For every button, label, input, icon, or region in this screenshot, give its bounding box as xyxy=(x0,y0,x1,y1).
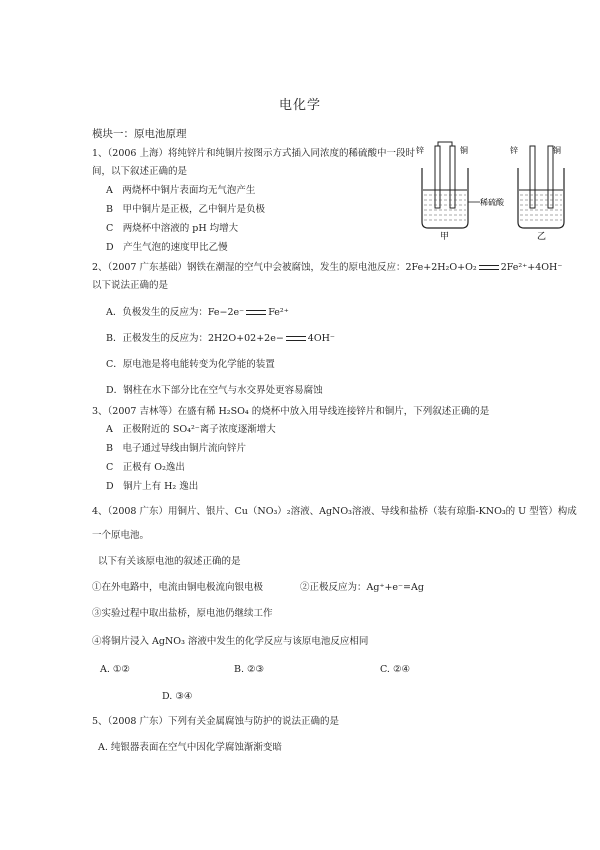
zinc-label-2: 锌 xyxy=(510,146,518,155)
copper-label-2: 铜 xyxy=(553,146,561,155)
q5-option-a: A. 纯银器表面在空气中因化学腐蚀渐渐变暗 xyxy=(98,742,282,753)
q1-stem-line1: 1、（2006 上海）将纯锌片和纯铜片按图示方式插入同浓度的稀硫酸中一段时 xyxy=(92,148,415,159)
zinc-label-1: 锌 xyxy=(416,146,424,155)
q5-stem: 5、（2008 广东）下列有关金属腐蚀与防护的说法正确的是 xyxy=(92,716,339,727)
q1-option-d: D 产生气泡的速度甲比乙慢 xyxy=(106,242,228,253)
page-title: 电化学 xyxy=(278,98,321,113)
beaker-2-label: 乙 xyxy=(537,232,547,240)
q3-option-d: D 铜片上有 H₂ 逸出 xyxy=(106,481,199,492)
zinc-plate-2 xyxy=(530,146,535,208)
q2-option-a-left: A．负极发生的反应为：Fe−2e⁻ xyxy=(106,307,245,318)
q1-option-c: C 两烧杯中溶液的 pH 均增大 xyxy=(106,223,239,234)
q2-stem-line1-b: 2Fe²⁺+4OH⁻ xyxy=(500,262,563,273)
q1-option-b: B 甲中铜片是正极，乙中铜片是负极 xyxy=(106,204,265,215)
copper-plate-2 xyxy=(548,146,553,208)
acid-label: 稀硫酸 xyxy=(480,198,504,207)
q4-option-b: B. ②③ xyxy=(234,664,265,675)
q2-stem-line1-a: 2、（2007 广东基础）钢铁在潮湿的空气中会被腐蚀，发生的原电池反应：2Fe+2H₂O+O₂ xyxy=(92,262,477,273)
equals-bar xyxy=(479,265,499,270)
galvanic-cell-figure xyxy=(410,140,590,240)
q1-option-a: A 两烧杯中铜片表面均无气泡产生 xyxy=(106,185,256,196)
q4-option-a: A. ①② xyxy=(100,664,130,675)
equals-bar xyxy=(246,310,266,315)
beaker-1-label: 甲 xyxy=(440,232,450,240)
q2-option-c: C．原电池是将电能转变为化学能的装置 xyxy=(106,359,275,370)
q2-option-b xyxy=(106,333,335,345)
q4-statement-1: ①在外电路中，电流由铜电极流向银电极 xyxy=(92,582,264,593)
q4-stem-line3: 以下有关该原电池的叙述正确的是 xyxy=(98,556,241,567)
q1-stem-line2: 间，以下叙述正确的是 xyxy=(92,166,188,177)
q3-stem: 3、（2007 吉林等）在盛有稀 H₂SO₄ 的烧杯中放入用导线连接锌片和铜片，下列叙述正确的是 xyxy=(92,406,490,417)
q3-option-c: C 正极有 O₂逸出 xyxy=(106,462,185,473)
q4-statement-3: ③实验过程中取出盐桥，原电池仍继续工作 xyxy=(92,608,273,619)
q3-option-a: A 正极附近的 SO₄²⁻离子浓度逐渐增大 xyxy=(106,424,276,435)
wire-1 xyxy=(438,142,452,146)
beaker-1 xyxy=(422,168,468,228)
zinc-plate-1 xyxy=(435,146,440,208)
beaker-diagram xyxy=(410,140,590,240)
q2-stem-line1 xyxy=(92,262,562,274)
q2-option-d: D．钢柱在水下部分比在空气与水交界处更容易腐蚀 xyxy=(106,385,323,396)
q2-option-a xyxy=(106,307,289,319)
q4-option-c: C. ②④ xyxy=(380,664,411,675)
q4-stem-line1: 4、（2008 广东）用铜片、银片、Cu（NO₃）₂溶液、AgNO₃溶液、导线和盐桥（装有琼脂-KNO₃的 U 型管）构成 xyxy=(92,506,577,517)
q2-option-b-left: B．正极发生的反应为：2H2O+02+2e− xyxy=(106,333,284,344)
equals-bar xyxy=(286,336,306,341)
q4-statement-4: ④将铜片浸入 AgNO₃ 溶液中发生的化学反应与该原电池反应相同 xyxy=(92,636,369,647)
copper-plate-1 xyxy=(450,146,455,208)
beaker-2 xyxy=(518,168,564,228)
q3-option-b: B 电子通过导线由铜片流向锌片 xyxy=(106,443,246,454)
q4-option-d: D. ③④ xyxy=(162,691,193,702)
q2-option-a-right: Fe²⁺ xyxy=(268,307,289,318)
module-heading: 模块一：原电池原理 xyxy=(92,128,187,140)
q2-stem-line2: 以下说法正确的是 xyxy=(92,280,169,291)
q4-stem-line2: 一个原电池。 xyxy=(92,530,150,541)
q4-statement-2: ②正极反应为：Ag⁺+e⁻=Ag xyxy=(300,582,424,593)
copper-label-1: 铜 xyxy=(460,146,468,155)
q2-option-b-right: 4OH⁻ xyxy=(307,333,335,344)
